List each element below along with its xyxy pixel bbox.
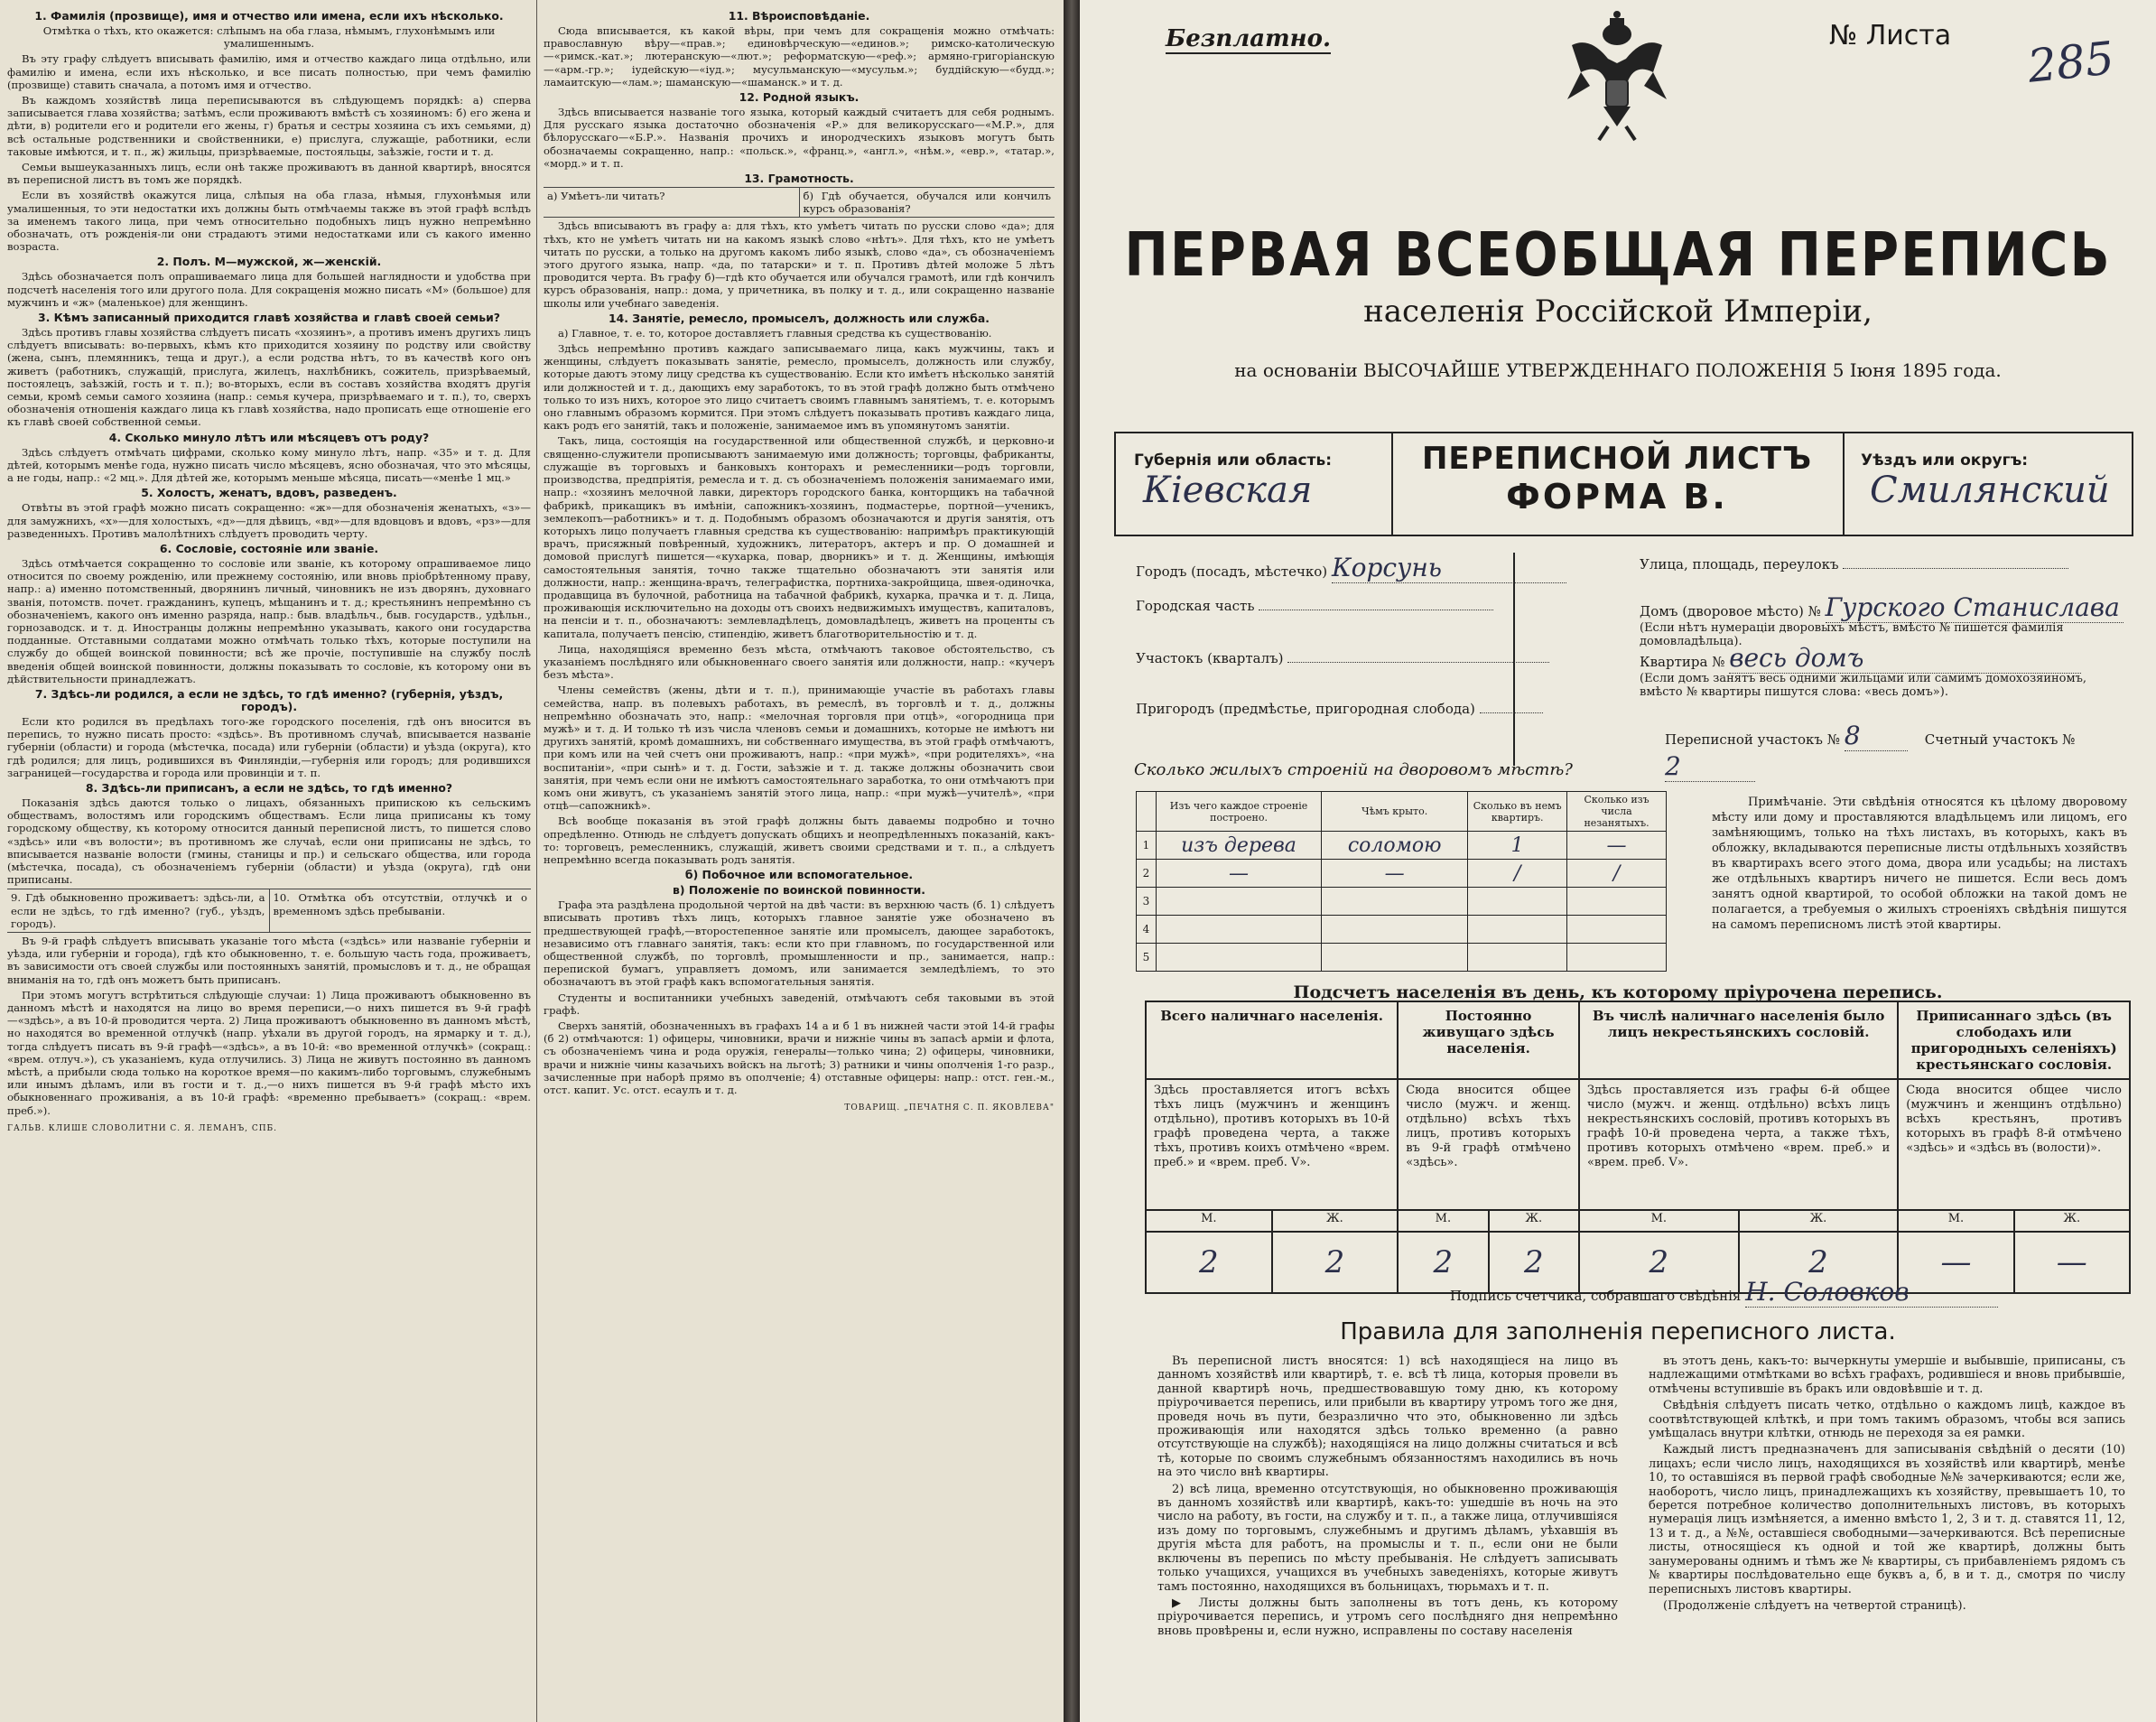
buildings-cell-roof: [1322, 944, 1468, 972]
house-field: [1826, 592, 2123, 623]
street-field: [1843, 568, 2068, 569]
col1-section-heading: 7. Здѣсь-ли родился, а если не здѣсь, то гдѣ именно? (губернія, уѣздъ, городъ).: [34, 686, 504, 713]
col1-paragraph: Отвѣты въ этой графѣ можно писать сокращенно: «ж»—для обозначенія женатыхъ, «з»—для замужнихъ, «х»—для холостыхъ, «д»—для дѣвицъ, «вд»—для вдовцовъ и вдовъ, «рз»—для разведенныхъ. Противъ малолѣтнихъ слѣдуетъ проводить черту.: [7, 501, 531, 540]
census-legal-basis: на основаніи ВЫСОЧАЙШЕ УТВЕРЖДЕННАГО ПОЛОЖЕНІЯ 5 Іюня 1895 года.: [1234, 359, 2002, 381]
col1-section-heading: 4. Сколько минуло лѣтъ или мѣсяцевъ отъ роду?: [108, 430, 430, 444]
count-head-non-peasant: Въ числѣ наличнаго населенія было лицъ некрестьянскихъ сословій.: [1579, 1001, 1898, 1079]
signature-value: Н. Соловков: [1745, 1277, 1910, 1307]
buildings-row: [1137, 916, 1667, 944]
city-part-label: Городская часть: [1136, 598, 1255, 614]
col1-paragraph: Если кто родился въ предѣлахъ того-же городского поселенія, гдѣ онъ вносится въ перепись, то нужно писать просто: «здѣсь». Въ противномъ случаѣ, вписывается названіе губерніи (области) и города (мѣстечка, посада) или губерніи (области) и уѣзда (округа), кто гдѣ родился; для лицъ, родившихся въ Финляндіи,—губернія или городъ; для родившихся заграницей—государства и города или провинціи и т. п.: [7, 714, 531, 779]
rules-paragraph: 2) всѣ лица, временно отсутствующія, но обыкновенно проживающія въ данномъ хозяйствѣ или квартирѣ, какъ-то: ушедшіе въ ночь на это число на работу, въ гости, на службу и т. п., а также лица, отлучившіяся изъ дому по торговымъ, служебнымъ и другимъ дѣламъ, уѣхавшія въ другія мѣста для работъ, на промыслы и т. п., если они не были включены въ перепись по мѣсту пребыванія. Не слѣдуетъ записывать только учащихся, учащихся въ учебныхъ заведеніяхъ, которые живутъ тамъ постоянно, находящихся въ больницахъ, тюрьмахъ и т. п.: [1157, 1482, 1618, 1594]
rules-paragraph: (Продолженіе слѣдуетъ на четвертой страницѣ).: [1663, 1598, 1966, 1613]
col2-section-heading: в) Положеніе по воинской повинности.: [673, 883, 925, 898]
rules-title: Правила для заполненія переписного листа.: [1340, 1318, 1896, 1345]
col2-paragraph: а) Главное, т. е. то, которое доставляетъ главныя средства къ существованію.: [558, 326, 992, 340]
buildings-table: [1136, 791, 1667, 972]
col1-section-heading: 2. Полъ. М—мужской, ж—женскій.: [156, 255, 382, 269]
count-desc-present: Здѣсь проставляется итогъ всѣхъ тѣхъ лицъ (мужчинъ и женщинъ отдѣльно), противъ которыхъ въ 10-й графѣ проведена черта, а также тѣхъ, противъ коихъ отмѣчено «врем. преб.» и «врем. преб. V».: [1146, 1079, 1398, 1210]
col2-section-heading: 11. Вѣроисповѣданіе.: [728, 9, 870, 23]
buildings-cell-apts: /: [1468, 860, 1567, 888]
col1-paragraph: При этомъ могутъ встрѣтиться слѣдующіе случаи: 1) Лица проживаютъ обыкновенно въ данномъ мѣстѣ и находятся на лицо во время переписи,—о нихъ пишется въ 9-й графѣ—«здѣсь», а въ 10-й проводится черта. 2) Лица проживаютъ обыкновенно въ данномъ мѣстѣ, но находятся во временной отлучкѣ (напр. уѣхали въ другой городъ, на ярмарку и т. д.), тогда слѣдуетъ писать въ 9-й графѣ—«здѣсь», а въ 10-й: «во временной отлучкѣ» (сокращ.: «врем. отлуч.»), съ указаніемъ, куда отлучились. 3) Лица не живутъ постоянно въ данномъ мѣстѣ, а прибыли сюда только на короткое время—по какимъ-либо торговымъ, служебнымъ или инымъ дѣламъ, или въ гости и т. д.,—о нихъ пишется въ 9-й графѣ мѣсто ихъ обыкновеннаго проживанія, а въ 10-й графѣ: «временно пребываетъ» (сокращ.: «врем. преб.»).: [7, 988, 531, 1117]
census-district-row: [1665, 721, 2156, 782]
col1-paragraph: Въ эту графу слѣдуетъ вписывать фамилію, имя и отчество каждаго лица отдѣльно, или фамилію и имена, если ихъ нѣсколько, и все писать полностью, при чемъ фамилію (прозвище) ставить сначала, а потомъ имя и отчество.: [7, 52, 531, 91]
col1-paragraph: Здѣсь противъ главы хозяйства слѣдуетъ писать «хозяинъ», а противъ именъ другихъ лицъ слѣдуетъ вписывать: во-первыхъ, кѣмъ кто приходится хозяину по родству или свойству (жена, сынъ, племянникъ, теща и друг.), а если родства нѣтъ, то въ качествѣ кого онъ живетъ (работникъ, служащій, прислуга, жилецъ, нахлѣбникъ, сожитель, призрѣваемый, постоялецъ, заѣзжій, гость и т. п.); во-вторыхъ, если въ составъ хозяйства входятъ другія семьи, кромѣ семьи самого хозяина (напр.: семья кучера, призрѣваемаго и т. п.), то, сверхъ обозначенія отношенія каждаго лица къ главѣ хозяйства, надо прописать еще отношеніе его къ главѣ своей собственной семьи.: [7, 326, 531, 429]
col2-paragraph: Лица, находящіяся временно безъ мѣста, отмѣчаютъ таковое обстоятельство, съ указаніемъ послѣдняго или обыкновеннаго своего занятія или должности, напр.: «кучеръ безъ мѣста».: [544, 642, 1055, 682]
buildings-cell-material: [1156, 916, 1321, 944]
precinct-field: [1287, 662, 1549, 663]
buildings-cell-n: 2: [1137, 860, 1157, 888]
rules-paragraph: ▶ Листы должны быть заполнены въ тотъ день, къ которому пріурочивается перепись, и утромъ сего послѣдняго дня непремѣнно вновь провѣрены и, если нужно, исправлены по составу населенія: [1157, 1596, 1618, 1638]
col2-paragraph: Сверхъ занятій, обозначенныхъ въ графахъ 14 а и б 1 въ нижней части этой 14-й графы (б 2) отмѣчаются: 1) офицеры, чиновники, врачи и нижніе чины въ запасѣ арміи и флота, съ обозначеніемъ чина и рода оружія, генералы—только чина; 2) офицеры, чиновники, врачи и нижніе чины казачьихъ войскъ на льготѣ; 3) ратники и чины ополченія 1-го разр., зачисленные при наборѣ прямо въ ополченіе; 4) отставные офицеры: напр.: отст. ген.-м., отст. капит. Ус. отст. есаулъ и т. д.: [544, 1019, 1055, 1097]
count-male-label: М.: [1898, 1210, 2013, 1232]
buildings-header-apartments: Сколько въ немъ квартиръ.: [1468, 792, 1567, 832]
city-part-row: [1136, 598, 1493, 614]
buildings-cell-material: [1156, 888, 1321, 916]
count-value-cell: 2: [1489, 1232, 1579, 1293]
apartment-row: [1640, 643, 2081, 674]
buildings-cell-empty: /: [1567, 860, 1667, 888]
population-count-title: Подсчетъ населенія въ день, къ которому пріурочена перепись.: [1293, 982, 1943, 1002]
col2-paragraph: Студенты и воспитанники учебныхъ заведеній, отмѣчаютъ себя таковыми въ этой графѣ.: [544, 991, 1055, 1017]
house-label: Домъ (дворовое мѣсто) №: [1640, 603, 1821, 619]
count-value-cell: 2: [1739, 1232, 1899, 1293]
province-value: Кіевская: [1143, 470, 1313, 511]
buildings-cell-apts: [1468, 888, 1567, 916]
census-district-field: [1845, 721, 1908, 751]
house-row: [1640, 592, 2123, 623]
col2-split-heading-part: б) Гдѣ обучается, обучался или кончилъ курсъ образованія?: [799, 188, 1055, 217]
col2-paragraph: Здѣсь вписывается названіе того языка, который каждый считаетъ для себя роднымъ. Для русскаго языка достаточно обозначенія «Р.» для великорусскаго—«М.Р.», для бѣлорусскаго—«Б.Р.». Названія прочихъ и инородческихъ языковъ могутъ быть обозначаемы сокращенно, напр.: «польск.», «франц.», «англ.», «нѣм.», «евр.», «татар.», «морд.» и т. п.: [544, 106, 1055, 170]
col1-split-heading: [7, 889, 531, 933]
col1-split-heading-part: 9. Гдѣ обыкновенно проживаетъ: здѣсь-ли, а если не здѣсь, то гдѣ именно? (губ., уѣздъ, городъ).: [11, 891, 265, 930]
count-female-label: Ж.: [2014, 1210, 2130, 1232]
col2-paragraph: Члены семействъ (жены, дѣти и т. п.), принимающіе участіе въ работахъ главы семейства, напр. въ полевыхъ работахъ, въ ремеслѣ, въ торговлѣ и т. д., должны непремѣнно обозначать это, напр.: «мелочная торговля при отцѣ», «огородница при мужѣ» и т. д. И только тѣ изъ числа членовъ семьи и домашнихъ, которые не имѣютъ ни другихъ занятій, кромѣ домашнихъ, ни собственнаго имущества, въ этой графѣ отмѣчаютъ, при комъ или на чей счетъ они проживаютъ, напр.: «при мужѣ», «при родителяхъ», «на воспитаніи», «при сынѣ» и т. д. Гости, заѣзжіе и т. д. также должны обозначить свои занятія, при чемъ если они не имѣютъ самостоятельнаго заработка, то они отмѣчаютъ при комъ они живутъ, съ указаніемъ занятій этого лица, напр.: «при мужѣ—учителѣ», «при отцѣ—сапожникѣ».: [544, 684, 1055, 813]
count-female-label: Ж.: [1272, 1210, 1399, 1232]
col1-section-heading: 3. Кѣмъ записанный приходится главѣ хозяйства и главѣ своей семьи?: [38, 311, 500, 325]
buildings-cell-n: 5: [1137, 944, 1157, 972]
right-page-census-form: [1080, 0, 2156, 1722]
buildings-cell-apts: [1468, 944, 1567, 972]
free-label: Безплатно.: [1166, 25, 1331, 52]
buildings-cell-material: —: [1156, 860, 1321, 888]
buildings-header-roof: Чѣмъ крыто.: [1322, 792, 1468, 832]
counting-district-value: 2: [1665, 751, 1681, 781]
list-title: ПЕРЕПИСНОЙ ЛИСТЪ: [1421, 441, 1813, 477]
count-sex-row: [1146, 1210, 2130, 1232]
count-male-label: М.: [1146, 1210, 1272, 1232]
col1-paragraph: Если въ хозяйствѣ окажутся лица, слѣпыя на оба глаза, нѣмыя, глухонѣмыя или умалишенныя, то эти недостатки ихъ должны быть отмѣчаемы также въ этой графѣ вслѣдъ за именемъ такого лица, при чемъ относительно подобныхъ лицъ нужно непремѣнно обозначать, отъ рожденія-ли они страдаютъ этими недостатками или съ какого именно возраста.: [7, 189, 531, 254]
census-subtitle: населенія Россійской Имперіи,: [1363, 293, 1873, 330]
district-value: Смилянский: [1870, 470, 2110, 511]
rules-paragraph: Каждый листъ предназначенъ для записыванія свѣдѣній о десяти (10) лицахъ; если число лицъ, находящихся въ хозяйствѣ или квартирѣ, менѣе 10, то оставшіяся въ первой графѣ свободные №№ зачеркиваются; если же, наоборотъ, число лицъ, принадлежащихъ къ хозяйству, превышаетъ 10, то берется потребное количество дополнительныхъ листовъ, въ которыхъ нумерація лицъ измѣняется, а именно вмѣсто 1, 2, 3 и т. д. ставятся 11, 12, 13 и т. д., а №№, оставшіеся свободными—зачеркиваются. Всѣ переписные листы, относящіеся къ одной и той же квартирѣ, должны быть занумерованы однимъ и тѣмъ же № квартиры, съ прибавленіемъ рядомъ съ № квартиры послѣдовательно еще буквъ а, б, в и т. д., смотря по числу переписныхъ листовъ квартиры.: [1649, 1443, 2125, 1596]
town-label: Городъ (посадъ, мѣстечко): [1136, 563, 1328, 580]
col2-paragraph: Такъ, лица, состоящія на государственной или общественной службѣ, и церковно-и священно-служители прописываютъ занимаемую ими должность; торговцы, фабриканты, служащіе въ торговыхъ и банковыхъ конторахъ и ремесленники—родъ торговли, производства, предпріятія, ремесла и т. д. съ обозначеніемъ положенія занимаемаго ими, напр.: «хозяинъ мелочной лавки, директоръ городского банка, конторщикъ на табачной фабрикѣ, прикащикъ въ имѣніи, сапожникъ-хозяинъ, подмастерье, портной—ученикъ, землекопъ—работникъ» и т. д. Подобнымъ образомъ обозначаются и другія занятія, отъ которыхъ лицо получаетъ главныя средства къ существованію: напримѣръ практикующій врачъ, присяжный повѣренный, художникъ, литераторъ, актеръ и пр. О домашней и домовой прислугѣ пишется—«кухарка, повар, дворникъ» и т. д. Женщины, имѣющія самостоятельныя занятія, точно также тщательно обозначаютъ эти занятія или должности, напр.: женщина-врачъ, телеграфистка, портниха-закройщица, швея-одиночка, продавщица въ булочной, работница на табачной фабрикѣ, кухарка, прачка и т. д. Лица, проживающія исключительно на доходы отъ своихъ недвижимыхъ имуществъ, капиталовъ, на пенсіи и т. п., обозначаютъ: землевладѣлецъ, домовладѣлецъ, живетъ на проценты съ капитала, получаетъ пенсію, стипендію, живетъ благотворительностію и т. д.: [544, 434, 1055, 640]
count-female-label: Ж.: [1739, 1210, 1899, 1232]
buildings-cell-n: 1: [1137, 832, 1157, 860]
count-value-cell: 2: [1272, 1232, 1399, 1293]
col1-paragraph: Въ 9-й графѣ слѣдуетъ вписывать указаніе того мѣста («здѣсь» или названіе губерніи и уѣзда, или губерніи и города), гдѣ кто обыкновенно, т. е. большую часть года, проживаетъ, въ зависимости отъ своей службы или постоянныхъ занятій, промысловъ и т. д., не обращая вниманія на то, гдѣ онъ можетъ быть приписанъ.: [7, 934, 531, 986]
census-main-title: ПЕРВАЯ ВСЕОБЩАЯ ПЕРЕПИСЬ: [1124, 219, 2112, 291]
precinct-label: Участокъ (кварталъ): [1136, 650, 1284, 666]
buildings-header-row: [1137, 792, 1667, 832]
street-label: Улица, площадь, переулокъ: [1640, 556, 1839, 572]
count-value-cell: 2: [1146, 1232, 1272, 1293]
count-head-resident: Постоянно живущаго здѣсь населенія.: [1398, 1001, 1579, 1079]
col1-paragraph: Здѣсь обозначается полъ опрашиваемаго лица для большей наглядности и удобства при подсчетѣ населенія того или другого пола. Для сокращенія можно писать «М» (большое) для мужчинъ и «ж» (маленькое) для женщинъ.: [7, 270, 531, 309]
enumerator-signature-row: [1450, 1277, 1998, 1308]
buildings-question: Сколько жилыхъ строеній на дворовомъ мѣстѣ?: [1134, 760, 1573, 779]
col1-paragraph: Въ каждомъ хозяйствѣ лица переписываются въ слѣдующемъ порядкѣ: а) сперва записывается глава хозяйства; затѣмъ, если проживаютъ вмѣстѣ съ хозяиномъ: б) его жена и дѣти, в) родители его и родители его жены, г) братья и сестры хозяина съ ихъ семьями, д) всѣ остальные родственники и свойственники, е) прислуга, служащіе, работники, если таковые имѣются, и т. п., ж) жильцы, призрѣваемые, постояльцы, заѣзжіе, гости и т. д.: [7, 94, 531, 158]
house-value: Гурского Станислава: [1825, 592, 2120, 622]
street-row: [1640, 556, 2068, 572]
district-cell: [1843, 433, 2132, 535]
column-divider: [536, 0, 537, 1722]
census-district-label: Переписной участокъ №: [1665, 731, 1840, 748]
counting-district-label: Счетный участокъ №: [1924, 731, 2076, 748]
col2-paragraph: Здѣсь вписываютъ въ графу а: для тѣхъ, кто умѣетъ читать по русски слово «да»; для тѣхъ, кто не умѣетъ читать ни на какомъ языкѣ слово «нѣтъ». Для тѣхъ, кто не умѣетъ читать по русски, а только на другомъ какомъ либо языкѣ, слово «да», съ обозначеніемъ этого другого языка, напр. «да, по татарски» и т. п. Противъ дѣтей моложе 5 лѣтъ проводится черта. Въ графу б)—гдѣ кто обучается или обучался грамотѣ, или гдѣ кончилъ курсъ образованія, напр.: дома, у причетника, въ полку и т. д., или сокращенно названіе школы или учебнаго заведенія.: [544, 219, 1055, 310]
suburb-field: [1480, 712, 1543, 713]
buildings-cell-roof: [1322, 888, 1468, 916]
form-header-box: [1114, 432, 2133, 536]
house-note: (Если нѣтъ нумераціи дворовыхъ мѣстъ, вмѣсто № пишется фамилія домовладѣльца).: [1640, 621, 2064, 648]
form-title-cell: [1391, 433, 1845, 535]
col2-section-heading: 12. Родной языкъ.: [739, 90, 860, 105]
col1-section-heading: 1. Фамилія (прозвище), имя и отчество или имена, если ихъ нѣсколько.: [34, 9, 504, 23]
col1-paragraph: Здѣсь отмѣчается сокращенно то сословіе или званіе, къ которому опрашиваемое лицо относится по своему рожденію, или прежнему состоянію, или вновь пріобрѣтенному праву, напр.: а) именно потомственный, дворянинъ личный, чиновникъ не изъ дворянъ, духовнаго званія, потомств. почет. гражданинъ, купецъ, мѣщанинъ и т. д.; крестьянинъ непремѣнно съ обозначеніемъ, какого онъ именно разряда, напр.: быв. владѣльч., быв. государств., удѣльн., горнозаводск. и т. д. Иностранцы должны непремѣнно указывать, какого они государства подданные. Отставными солдатами можно отмѣчать только тѣхъ, которые поступили на службу до общей воинской повинности; всѣ же прочіе, поступившіе на службу послѣ введенія общей воинской повинности, должны показывать то сословіе, къ которому они въ дѣйствительности принадлежатъ.: [7, 556, 531, 685]
buildings-cell-roof: —: [1322, 860, 1468, 888]
count-head-present: Всего наличнаго населенія.: [1146, 1001, 1398, 1079]
buildings-note: Примѣчаніе. Эти свѣдѣнія относятся къ цѣлому дворовому мѣсту или дому и проставляются владѣльцемъ или лицомъ, его замѣняющимъ, только на тѣхъ листахъ, въ которыхъ, какъ въ обложку, вкладываются переписные листы отдѣльныхъ хозяйствъ въ квартирахъ всего этого дома, двора или усадьбы; на листахъ же отдѣльныхъ квартиръ ничего не пишется. Если весь домъ занятъ одной квартирой, то особой обложки на такой домъ не полагается, а требуемыя о жилыхъ строеніяхъ свѣдѣнія пишутся на самомъ переписномъ листѣ этой квартиры.: [1712, 796, 2127, 932]
apartment-note: (Если домъ занятъ весь одними жильцами или самимъ домохозяиномъ, вмѣсто № квартиры пишутся слова: «весь домъ»).: [1640, 672, 2087, 699]
col2-split-heading: [544, 187, 1055, 218]
buildings-cell-apts: [1468, 916, 1567, 944]
buildings-cell-empty: [1567, 888, 1667, 916]
col1-section-heading: 6. Сословіе, состояніе или званіе.: [159, 541, 379, 555]
book-gutter: [1064, 0, 1080, 1722]
count-male-label: М.: [1398, 1210, 1488, 1232]
census-district-value: 8: [1844, 721, 1861, 750]
col2-section-heading: 13. Грамотность.: [744, 172, 854, 186]
col2-paragraph: Сюда вписывается, къ какой вѣры, при чемъ для сокращенія можно отмѣчать: православную вѣру—«прав.»; единовѣрческую—«единов.»; римско-католическую—«римск.-кат.»; лютеранскую—«лют.»; реформатскую—«реф.»; армяно-григоріанскую—«арм.-гр.»; іудейскую—«іуд.»; мусульманскую—«мусульм.»; буддійскую—«будд.»; ламаитскую—«лам.»; шаманскую—«шаманск.» и т. д.: [544, 24, 1055, 88]
counting-district-field: [1665, 751, 1755, 782]
buildings-row: [1137, 860, 1667, 888]
buildings-cell-roof: [1322, 916, 1468, 944]
buildings-cell-n: 3: [1137, 888, 1157, 916]
col1-paragraph: Здѣсь слѣдуетъ отмѣчать цифрами, сколько кому минуло лѣтъ, напр. «35» и т. д. Для дѣтей, которымъ менѣе года, нужно писать число мѣсяцевъ, ясно обозначая, что это мѣсяцы, а не годы, напр.: «2 мц.». Для дѣтей же, которымъ меньше мѣсяца, писать—«менѣе 1 мц.»: [7, 445, 531, 485]
buildings-cell-material: [1156, 944, 1321, 972]
count-desc-resident: Сюда вносится общее число (мужч. и женщ. отдѣльно) всѣхъ тѣхъ лицъ, противъ которыхъ въ 9-й графѣ отмѣчено «здѣсь».: [1398, 1079, 1579, 1210]
buildings-header-material: Изъ чего каждое строеніе построено.: [1156, 792, 1321, 832]
col2-split-heading-part: а) Умѣетъ-ли читать?: [547, 190, 665, 203]
buildings-cell-empty: —: [1567, 832, 1667, 860]
instructions-column-1: [7, 7, 531, 1705]
rules-paragraph: Въ переписной листъ вносятся: 1) всѣ находящіеся на лицо въ данномъ хозяйствѣ или квартирѣ, т. е. всѣ тѣ лица, которыя провели въ данной квартирѣ ночь, предшествовавшую тому дню, къ которому пріурочивается перепись, или прибыли въ квартиру утромъ того же дня, проведя ночь въ пути, безразлично что это, обыкновенно ли здѣсь проживающія или находятся здѣсь только временно (а равно отсутствующіе на службѣ); находящіяся на лицо должны считаться и всѣ тѣ, которые по своимъ служебнымъ обязанностямъ находились въ ночь на это число внѣ квартиры.: [1157, 1354, 1618, 1480]
sheet-number-handwritten: 285: [2025, 32, 2117, 93]
suburb-label: Пригородъ (предмѣстье, пригородная слобода): [1136, 701, 1475, 717]
apartment-value: весь домъ: [1729, 643, 1864, 673]
col2-paragraph: Здѣсь непремѣнно противъ каждаго записываемаго лица, какъ мужчины, такъ и женщины, слѣдуетъ показывать занятіе, ремесло, промыселъ, должность или службу, которые даютъ этому лицу средства къ существованію. Если кто имѣетъ нѣсколько занятій или должностей и т. д., дающихъ ему заработокъ, то въ этой графѣ должно быть отмѣчено только то изъ нихъ, которое это лицо считаетъ своимъ главнымъ занятіемъ, т. е. которымъ оно главнымъ образомъ кормится. При этомъ слѣдуетъ показывать противъ каждаго лица, какъ родъ его занятій, такъ и положеніе, занимаемое имъ въ упомянутомъ занятіи.: [544, 342, 1055, 433]
rules-right-column: [1649, 1354, 2125, 1716]
left-page-instructions: [0, 0, 1064, 1722]
apartment-label: Квартира №: [1640, 654, 1725, 670]
buildings-cell-n: 4: [1137, 916, 1157, 944]
printer-note: ГАЛЬВ. КЛИШЕ СЛОВОЛИТНИ С. Я. ЛЕМАНЪ, СПБ.: [7, 1123, 278, 1133]
count-value-cell: —: [1898, 1232, 2013, 1293]
col2-section-heading: б) Побочное или вспомогательное.: [684, 868, 914, 882]
buildings-row: [1137, 944, 1667, 972]
rules-paragraph: Свѣдѣнія слѣдуетъ писать четко, отдѣльно о каждомъ лицѣ, каждое въ соотвѣтствующей клѣткѣ, и при томъ такимъ образомъ, чтобы вся запись умѣщалась внутри клѣтки, отнюдь не переходя за ея рамки.: [1649, 1399, 2125, 1441]
col1-section-heading: 5. Холостъ, женатъ, вдовъ, разведенъ.: [141, 486, 397, 500]
buildings-cell-material: изъ дерева: [1156, 832, 1321, 860]
printer-note: ТОВАРИЩ. „ПЕЧАТНЯ С. П. ЯКОВЛЕВА": [844, 1103, 1055, 1113]
col1-section-heading: 8. Здѣсь-ли приписанъ, а если не здѣсь, то гдѣ именно?: [85, 780, 453, 795]
buildings-header-empty: Сколько изъ числа незанятыхъ.: [1567, 792, 1667, 832]
count-desc-row: [1146, 1079, 2130, 1210]
district-label: Уѣздъ или округъ:: [1861, 451, 2029, 470]
buildings-cell-empty: [1567, 944, 1667, 972]
town-value: Корсунь: [1331, 553, 1442, 582]
buildings-row: [1137, 888, 1667, 916]
col2-section-heading: 14. Занятіе, ремесло, промыселъ, должность или служба.: [609, 311, 990, 325]
buildings-cell-apts: 1: [1468, 832, 1567, 860]
precinct-row: [1136, 650, 1549, 666]
buildings-header-number: [1137, 792, 1157, 832]
town-row: [1136, 553, 1566, 583]
count-male-label: М.: [1579, 1210, 1739, 1232]
col1-split-heading-part: 10. Отмѣтка объ отсутствіи, отлучкѣ и о временномъ здѣсь пребываніи.: [269, 889, 532, 932]
col2-paragraph: Графа эта раздѣлена продольной чертой на двѣ части: въ верхнюю часть (б. 1) слѣдуетъ вписывать противъ тѣхъ лицъ, которыхъ главное занятіе уже обозначено въ предшествующей графѣ,—второстепенное занятіе или промыселъ, дающее заработокъ, независимо отъ главнаго занятія, такъ: если кто при главномъ, по государственной или общественной службѣ, по торговлѣ, промышленности и пр., занимается, напр.: перепиской бумагъ, управляетъ домомъ, или занимается земледѣліемъ, то это обозначаютъ въ этой графѣ какъ вспомогательныя занятія.: [544, 898, 1055, 989]
buildings-cell-roof: соломою: [1322, 832, 1468, 860]
col1-paragraph: Семьи вышеуказанныхъ лицъ, если онѣ также проживаютъ въ данной квартирѣ, вносятся въ переписной листъ въ томъ же порядкѣ.: [7, 161, 531, 187]
count-head-peasant: Приписаннаго здѣсь (въ слободахъ или пригородныхъ селеніяхъ) крестьянскаго сословія.: [1898, 1001, 2130, 1079]
signature-label: Подпись счетчика, собравшаго свѣдѣнія: [1450, 1288, 1742, 1304]
col1-paragraph: Отмѣтка о тѣхъ, кто окажется: слѣпымъ на оба глаза, нѣмымъ, глухонѣмымъ или умалишеннымъ.: [42, 24, 496, 51]
count-value-cell: 2: [1579, 1232, 1739, 1293]
count-female-label: Ж.: [1489, 1210, 1579, 1232]
col2-paragraph: Всѣ вообще показанія въ этой графѣ должны быть даваемы подробно и точно опредѣленно. Отнюдь не слѣдуетъ допускать общихъ и неопредѣленныхъ показаній, какъ-то: торговецъ, ремесленникъ, служащій, живетъ своими средствами и т. п., а слѣдуетъ непремѣнно всегда показывать родъ занятія.: [544, 814, 1055, 866]
rules-paragraph: въ этотъ день, какъ-то: вычеркнуты умершіе и выбывшіе, приписаны, съ надлежащими отмѣтками во всѣхъ графахъ, родившіеся и вновь прибывшіе, отмѣчены вступившіе въ бракъ или овдовѣвшіе и т. д.: [1649, 1354, 2125, 1396]
sheet-number-label: № Листа: [1829, 20, 1952, 51]
province-cell: [1116, 433, 1393, 535]
instructions-column-2: [544, 7, 1055, 1705]
suburb-row: [1136, 701, 1543, 717]
rules-left-column: [1157, 1354, 1618, 1716]
count-head-row: [1146, 1001, 2130, 1079]
col1-paragraph: Показанія здѣсь даются только о лицахъ, обязанныхъ припискою къ сельскимъ обществамъ, волостямъ или городскимъ обществамъ. Если лица приписаны къ тому городскому обществу, къ которому относится данный переписной листъ, то пишется слово «здѣсь» или «въ волости»; въ противномъ же случаѣ, если они приписаны не здѣсь, то вписывается названіе волости (гмины, станицы и пр.) и сельскаго общества, или города (мѣстечка, посада), съ обозначеніемъ губерніи (области) и уѣзда (округа), гдѣ они приписаны.: [7, 796, 531, 887]
population-count-table: [1145, 1001, 2131, 1294]
signature-field: [1745, 1277, 1998, 1308]
count-value-cell: 2: [1398, 1232, 1488, 1293]
count-desc-non-peasant: Здѣсь проставляется изъ графы 6-й общее число (мужч. и женщ. отдѣльно) всѣхъ лицъ некрестьянскихъ сословій, противъ которыхъ въ графѣ 10-й проведена черта, а также тѣхъ, противъ которыхъ отмѣчено «врем. преб.» и «врем. преб. V».: [1579, 1079, 1898, 1210]
double-headed-eagle-emblem: [1563, 9, 1671, 148]
province-label: Губернія или область:: [1134, 451, 1333, 470]
buildings-cell-empty: [1567, 916, 1667, 944]
form-type-title: ФОРМА В.: [1506, 477, 1728, 517]
buildings-row: [1137, 832, 1667, 860]
count-desc-peasant: Сюда вносится общее число (мужчинъ и женщинъ отдѣльно) всѣхъ крестьянъ, противъ которыхъ въ графѣ 8-й отмѣчено «здѣсь» и «здѣсь въ (волости)».: [1898, 1079, 2130, 1210]
apartment-field: [1729, 643, 2081, 674]
count-value-cell: —: [2014, 1232, 2130, 1293]
